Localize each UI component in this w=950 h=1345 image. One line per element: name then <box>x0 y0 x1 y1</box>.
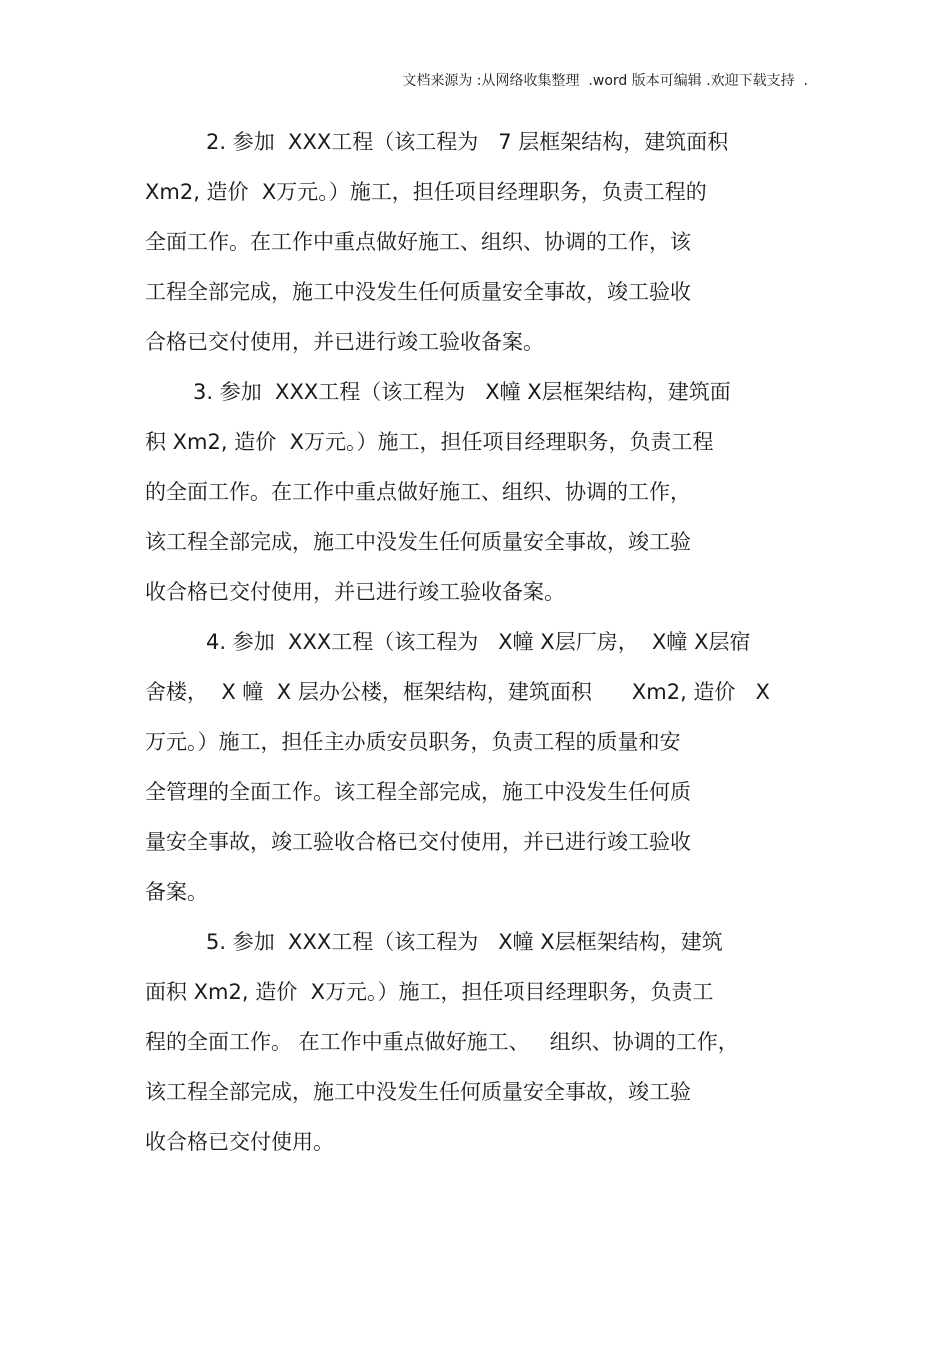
paragraph-3-line-4: 全管理的全面工作。该工程全部完成，施工中没发生任何质 <box>145 780 691 804</box>
paragraph-4-line-1: 5. 参加 XXX工程（该工程为 X幢 X层框架结构，建筑 <box>206 930 723 954</box>
paragraph-1-line-4: 工程全部完成，施工中没发生任何质量安全事故，竣工验收 <box>145 280 691 304</box>
paragraph-2-line-4: 该工程全部完成，施工中没发生任何质量安全事故，竣工验 <box>145 530 691 554</box>
paragraph-2-line-1: 3. 参加 XXX工程（该工程为 X幢 X层框架结构，建筑面 <box>193 380 731 404</box>
paragraph-1-line-1: 2. 参加 XXX工程（该工程为 7 层框架结构，建筑面积 <box>206 130 729 154</box>
paragraph-4-line-4: 该工程全部完成，施工中没发生任何质量安全事故，竣工验 <box>145 1080 691 1104</box>
paragraph-1-line-2: Xm2, 造价 X万元。）施工，担任项目经理职务，负责工程的 <box>145 180 707 204</box>
paragraph-4-line-3: 程的全面工作。 在工作中重点做好施工、 组织、协调的工作， <box>145 1030 739 1054</box>
paragraph-3-line-2: 舍楼， X 幢 X 层办公楼，框架结构，建筑面积 Xm2, 造价 X <box>145 680 770 704</box>
paragraph-3-line-6: 备案。 <box>145 880 208 904</box>
paragraph-2-line-2: 积 Xm2, 造价 X万元。）施工，担任项目经理职务，负责工程 <box>145 430 714 454</box>
paragraph-2-line-5: 收合格已交付使用，并已进行竣工验收备案。 <box>145 580 565 604</box>
paragraph-3-line-5: 量安全事故，竣工验收合格已交付使用，并已进行竣工验收 <box>145 830 691 854</box>
paragraph-1-line-5: 合格已交付使用，并已进行竣工验收备案。 <box>145 330 544 354</box>
paragraph-4-line-5: 收合格已交付使用。 <box>145 1130 334 1154</box>
page-header-note: 文档来源为 :从网络收集整理 .word 版本可编辑 .欢迎下载支持 . <box>402 73 808 89</box>
paragraph-4-line-2: 面积 Xm2, 造价 X万元。）施工，担任项目经理职务，负责工 <box>145 980 714 1004</box>
paragraph-2-line-3: 的全面工作。在工作中重点做好施工、组织、协调的工作， <box>145 480 691 504</box>
paragraph-1-line-3: 全面工作。在工作中重点做好施工、组织、协调的工作，该 <box>145 230 691 254</box>
paragraph-3-line-3: 万元。）施工，担任主办质安员职务，负责工程的质量和安 <box>145 730 681 754</box>
paragraph-3-line-1: 4. 参加 XXX工程（该工程为 X幢 X层厂房， X幢 X层宿 <box>206 630 751 654</box>
